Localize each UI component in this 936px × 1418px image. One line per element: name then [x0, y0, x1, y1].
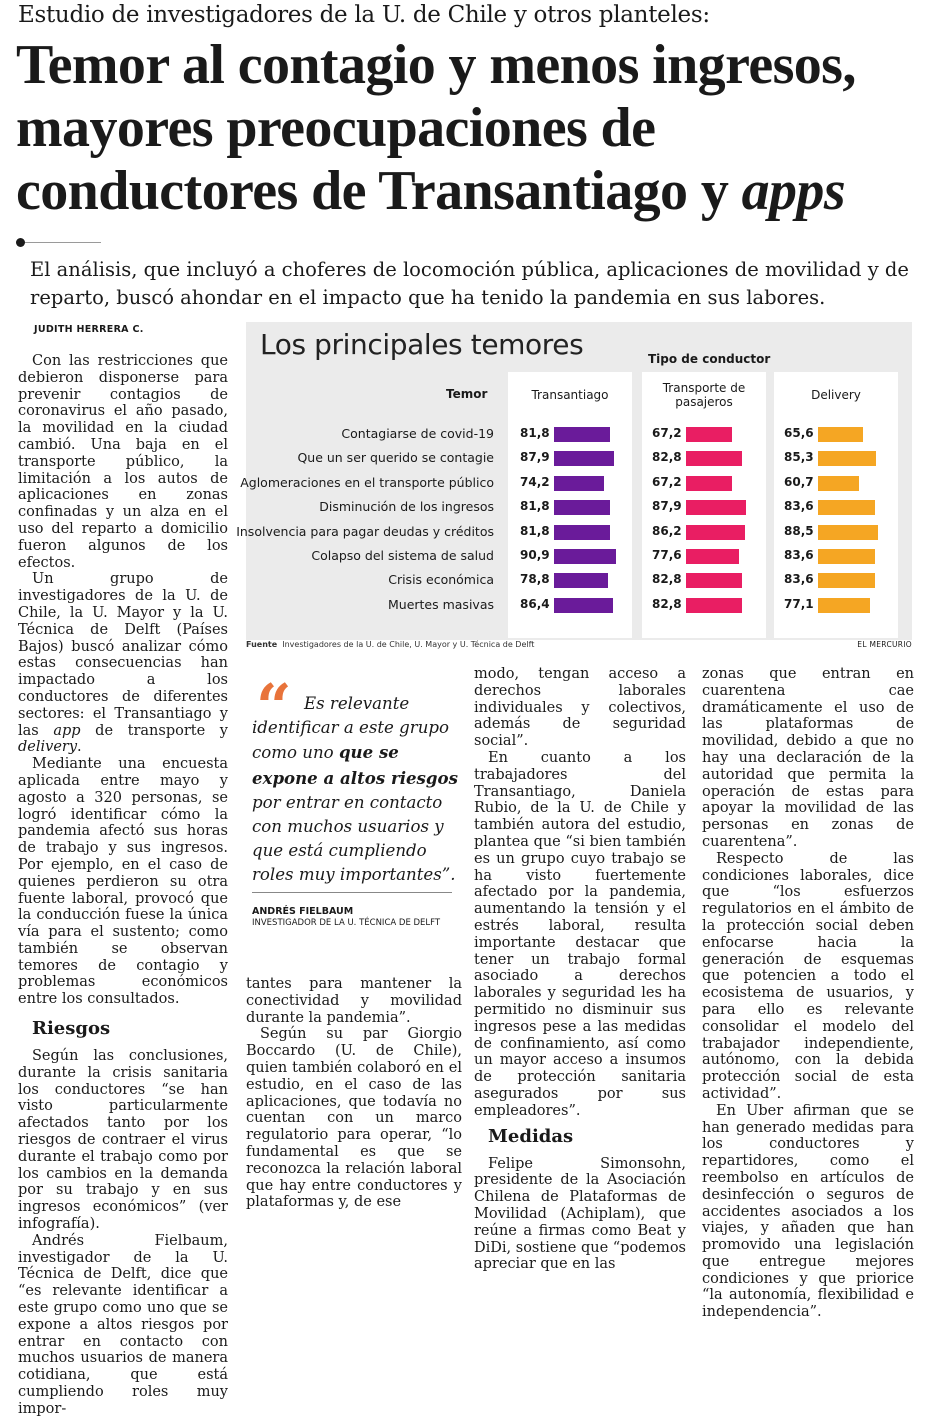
- text: por entrar en contacto con muchos usuarios y que está cumpliendo roles muy importantes”.: [252, 792, 456, 885]
- bar-delivery: [818, 573, 875, 588]
- column-4: [702, 666, 914, 1321]
- paragraph: Según las conclusiones, durante la crisis sanitaria los conductores “se han visto particularmente afectados tanto por los riesgos de contraer el virus durante el trabajo como por los cambios en la demanda por su trabajo y en sus ingresos económicos” (ver infografía).: [18, 1048, 228, 1233]
- paragraph: Según su par Giorgio Boccardo (U. de Chile), quien también colaboró en el estudio, en el caso de las aplicaciones, que todavía no cuentan con un marco regulatorio para operar, “lo fundamental es que se reconozca la relación laboral que hay entre conductores y plataformas y, de ese: [246, 1026, 462, 1211]
- pull-quote: [252, 692, 460, 888]
- data-label: 83,6: [784, 548, 814, 562]
- kicker: Estudio de investigadores de la U. de Chile y otros planteles:: [18, 2, 710, 28]
- bar-delivery: [818, 549, 875, 564]
- paragraph: En cuanto a los trabajadores del Transantiago, Daniela Rubio, de la U. de Chile y también autora del estudio, plantea que “si bien también es un grupo cuyo trabajo se ha visto fuertemente afectado por la pandemia, aumentando la tensión y el estrés laboral, resulta importante destacar que tener un trabajo formal asociado a derechos laborales y seguridad les ha permitido no disminuir sus ingresos pese a las medidas de confinamiento, así como un mayor acceso a insumos de protección sanitaria asegurados por sus empleadores”.: [474, 749, 686, 1119]
- text: delivery: [18, 739, 78, 756]
- bar-pasajeros: [686, 427, 732, 442]
- text: Es relevante identificar a este grupo como uno: [252, 694, 449, 763]
- source: [246, 640, 534, 649]
- data-label: 86,4: [520, 596, 550, 611]
- fear-label: Insolvencia para pagar deudas y créditos: [236, 523, 494, 539]
- text: de transporte y: [80, 722, 228, 739]
- bar-delivery: [818, 500, 875, 515]
- infographic: [236, 322, 912, 640]
- paragraph: Respecto de las condiciones laborales, dice que “los esfuerzos regulatorios en el ámbito de la protección social deben enfocarse hacia la generación de esquemas que potencien a todo el ecosistema de usuarios, y para ello es relevante consolidar el modelo del trabajador independiente, autónomo, con la debida protección social de esta actividad”.: [702, 850, 914, 1102]
- bar-pasajeros: [686, 451, 742, 466]
- bar-pasajeros: [686, 476, 732, 491]
- paragraph: tantes para mantener la conectividad y movilidad durante la pandemia”.: [246, 976, 462, 1026]
- text: .: [77, 739, 82, 756]
- data-label: 82,8: [652, 596, 682, 611]
- data-label: 83,6: [784, 572, 814, 587]
- data-label: 82,8: [652, 450, 682, 465]
- column-1: [18, 353, 228, 1418]
- data-label: 74,2: [520, 474, 550, 489]
- type-heading: Tipo de conductor: [648, 352, 771, 366]
- quote-rule: [252, 892, 452, 893]
- credit: EL MERCURIO: [857, 640, 912, 649]
- headline: [16, 34, 926, 223]
- data-label: 81,8: [520, 426, 550, 440]
- bar-pasajeros: [686, 500, 746, 515]
- data-label: 85,3: [784, 450, 814, 465]
- bar-delivery: [818, 476, 859, 491]
- column-3: [474, 666, 686, 1273]
- bar-transantiago: [554, 476, 604, 491]
- bar-transantiago: [554, 451, 614, 466]
- quote-name: ANDRÉS FIELBAUM: [252, 906, 354, 917]
- data-label: 81,8: [520, 499, 550, 514]
- fear-heading: Temor: [446, 387, 488, 401]
- data-label: 60,7: [784, 474, 814, 489]
- data-label: 90,9: [520, 548, 550, 562]
- fear-label: Muertes masivas: [387, 596, 494, 612]
- data-label: 78,8: [520, 572, 550, 587]
- source-text: Investigadores de la U. de Chile, U. Mayor y U. Técnica de Delft: [282, 640, 535, 649]
- fear-label: Que un ser querido se contagie: [297, 450, 494, 466]
- bar-pasajeros: [686, 573, 742, 588]
- text: que se expone a altos riesgos: [252, 742, 458, 788]
- bar-transantiago: [554, 427, 610, 442]
- data-label: 87,9: [652, 499, 682, 514]
- data-label: 77,1: [784, 596, 814, 611]
- data-label: 82,8: [652, 572, 682, 587]
- deck: El análisis, que incluyó a choferes de locomoción pública, aplicaciones de movilidad y de reparto, buscó ahondar en el impacto que ha tenido la pandemia en sus labores.: [30, 258, 909, 309]
- divider-dot: [16, 238, 25, 247]
- paragraph: modo, tengan acceso a derechos laborales individuales y colectivos, además de seguridad social”.: [474, 666, 686, 750]
- paragraph: Andrés Fielbaum, investigador de la U. Técnica de Delft, dice que “es relevante identificar a este grupo como uno que se expone a altos riesgos por entrar en contacto con muchos usuarios de manera cotidiana, que está cumpliendo roles muy impor-: [18, 1232, 228, 1417]
- data-label: 65,6: [784, 426, 814, 440]
- data-label: 67,2: [652, 474, 682, 489]
- headline-main: Temor al contagio y menos ingresos, mayores preocupaciones de conductores de Transantiago y: [16, 34, 856, 222]
- paragraph: Mediante una encuesta aplicada entre mayo y agosto a 320 personas, se logró identificar cómo la pandemia afectó sus horas de trabajo y sus ingresos. Por ejemplo, en el caso de quienes perdieron su otra fuente laboral, provocó que la conducción fuese la única vía para el sustento; como también se observan temores de contagio y problemas económicos entre los consultados.: [18, 756, 228, 1008]
- data-label: 88,5: [784, 523, 814, 538]
- bar-delivery: [818, 451, 876, 466]
- bar-transantiago: [554, 549, 616, 564]
- subhead-riesgos: Riesgos: [32, 1018, 111, 1040]
- bar-pasajeros: [686, 549, 739, 564]
- column-2: [246, 976, 462, 1211]
- text: app: [53, 722, 81, 739]
- data-label: 86,2: [652, 523, 682, 538]
- byline: JUDITH HERRERA C.: [34, 324, 144, 335]
- paragraph: Felipe Simonsohn, presidente de la Asociación Chilena de Plataformas de Movilidad (Achiplam), que reúne a firmas como Beat y DiDi, sostiene que “podemos apreciar que en las: [474, 1155, 686, 1273]
- text: Un grupo de investigadores de la U. de Chile, la U. Mayor y la U. Técnica de Delft (Países Bajos) buscó analizar cómo estas consecuencias han impactado a los conductores de diferentes sectores: el Transantiago y las: [18, 571, 228, 739]
- bar-delivery: [818, 525, 878, 540]
- data-label: 87,9: [520, 450, 550, 465]
- quote-mark: “: [256, 670, 292, 743]
- group-heading: Transporte de pasajeros: [662, 381, 746, 409]
- fear-label: Colapso del sistema de salud: [311, 548, 494, 563]
- quote-role: INVESTIGADOR DE LA U. TÉCNICA DE DELFT: [252, 918, 441, 928]
- subhead-medidas: Medidas: [488, 1125, 574, 1147]
- fear-label: Crisis económica: [388, 572, 494, 588]
- data-label: 67,2: [652, 426, 682, 440]
- bar-transantiago: [554, 573, 608, 588]
- fear-label: Contagiarse de covid-19: [341, 426, 494, 441]
- fear-label: Aglomeraciones en el transporte público: [240, 474, 494, 490]
- group-heading: Delivery: [811, 388, 861, 402]
- group-heading: Transantiago: [531, 388, 609, 402]
- bar-delivery: [818, 598, 870, 613]
- fear-label: Disminución de los ingresos: [319, 499, 494, 515]
- divider-line: [25, 242, 101, 243]
- data-label: 81,8: [520, 523, 550, 538]
- paragraph: En Uber afirman que se han generado medidas para los conductores y repartidores, como el reembolso en artículos de desinfección o seguros de accidentes asociados a los viajes, y añaden que han promovido una legislación que entregue mejores condiciones y que priorice “la autonomía, flexibilidad e independencia”.: [702, 1102, 914, 1321]
- headline-italic: apps: [741, 160, 846, 222]
- source-label: Fuente: [246, 640, 278, 649]
- bar-delivery: [818, 427, 863, 442]
- bar-transantiago: [554, 500, 610, 515]
- data-label: 83,6: [784, 499, 814, 514]
- data-label: 77,6: [652, 548, 682, 562]
- paragraph: [18, 571, 228, 756]
- infographic-title: Los principales temores: [260, 328, 584, 361]
- bar-pasajeros: [686, 598, 742, 613]
- bar-transantiago: [554, 525, 610, 540]
- paragraph: zonas que entran en cuarentena cae dramáticamente el uso de las plataformas de movilidad, debido a que no hay una declaración de la autoridad que permita la operación de estas para apoyar la movilidad de las personas en zonas de cuarentena”.: [702, 666, 914, 850]
- bar-transantiago: [554, 598, 613, 613]
- paragraph: Con las restricciones que debieron disponerse para prevenir contagios de coronavirus el año pasado, la movilidad en la ciudad cambió. Una baja en el transporte público, la limitación a los autos de aplicaciones en zonas confinadas y un alza en el uso del reparto a domicilio fueron algunos de los efectos.: [18, 353, 228, 571]
- bar-pasajeros: [686, 525, 745, 540]
